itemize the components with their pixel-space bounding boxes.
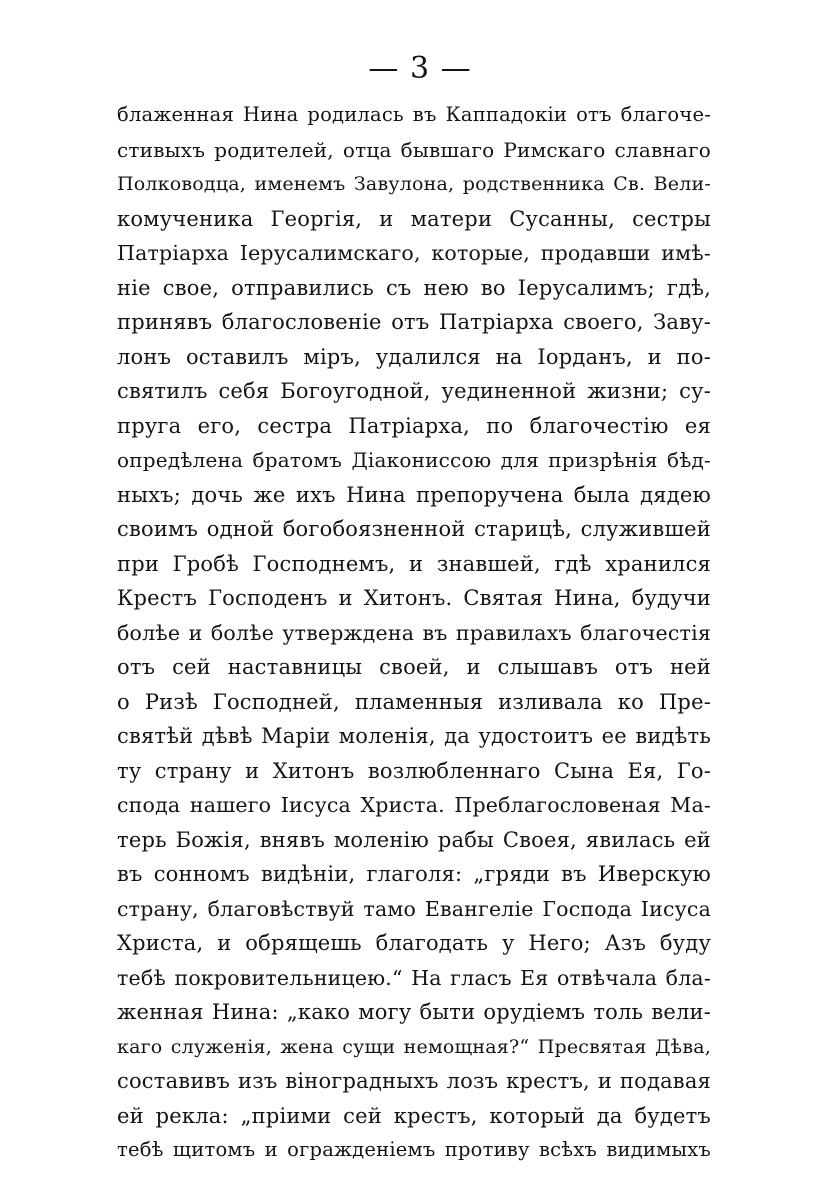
text-line: ніе свое, отправились съ нею во Іерусалимъ; гдѣ,: [117, 275, 711, 300]
text-line: святилъ себя Богоугодной, уединенной жизни; су-: [117, 379, 711, 403]
text-line: Христа, и обрящешь благодать у Него; Азъ буду: [117, 931, 711, 955]
text-line: блаженная Нина родилась въ Каппадокіи отъ благоче-: [117, 103, 711, 126]
text-line: принявъ благословеніе отъ Патріарха своего, Заву-: [117, 310, 711, 334]
text-line: ей рекла: „пріими сей крестъ, который да будетъ: [117, 1103, 711, 1128]
body-text: [117, 98, 711, 1168]
text-line: лонъ оставилъ міръ, удалился на Іорданъ, и по-: [117, 344, 711, 369]
text-line: женная Нина: „како могу быти орудіемъ толь вели-: [117, 1000, 711, 1024]
text-line: каго служенія, жена сущи немощная?“ Пресвятая Дѣва,: [117, 1035, 711, 1058]
text-line: Полководца, именемъ Завулона, родственника Св. Вели-: [117, 173, 711, 195]
text-line: Патріарха Іерусалимскаго, которые, продавши имѣ-: [117, 241, 711, 265]
text-line: спода нашего Іисуса Христа. Преблагословеная Ма-: [117, 793, 711, 817]
text-line: комученика Георгія, и матери Сусанны, сестры: [117, 206, 711, 231]
text-line: пруга его, сестра Патріарха, по благочестію ея: [117, 413, 711, 438]
text-line: своимъ одной богобоязненной старицѣ, служившей: [117, 517, 711, 541]
text-line: святѣй дѣвѣ Маріи моленія, да удостоитъ ее видѣть: [117, 724, 711, 748]
text-line: при Гробѣ Господнемъ, и знавшей, гдѣ хранился: [117, 551, 711, 576]
text-line: болѣе и болѣе утверждена въ правилахъ благочестія: [117, 620, 711, 645]
text-line: отъ сей наставницы своей, и слышавъ отъ ней: [117, 655, 711, 679]
text-line: ту страну и Хитонъ возлюбленнаго Сына Ея, Го-: [117, 758, 711, 783]
text-line: страну, благовѣствуй тамо Евангеліе Господа Іисуса: [117, 896, 711, 921]
text-line: тебѣ покровительницею.“ На гласъ Ея отвѣчала бла-: [117, 965, 711, 990]
text-line: составивъ изъ віноградныхъ лозъ крестъ, и подавая: [117, 1069, 711, 1093]
text-line: о Ризѣ Господней, пламенныя изливала ко Пре-: [117, 689, 711, 714]
text-line: терь Божія, внявъ моленію рабы Своея, явилась ей: [117, 827, 711, 852]
page-number-header: — 3 —: [368, 51, 472, 86]
text-line: тебѣ щитомъ и огражденіемъ противу всѣхъ видимыхъ: [117, 1138, 711, 1161]
text-line: стивыхъ родителей, отца бывшаго Римскаго славнаго: [117, 137, 711, 162]
text-line: въ сонномъ видѣніи, глаголя: „гряди въ Иверскую: [117, 862, 711, 886]
text-line: опредѣлена братомъ Діакониссою для призрѣнія бѣд-: [117, 448, 711, 472]
text-line: ныхъ; дочь же ихъ Нина препоручена была дядею: [117, 482, 711, 507]
text-line: Крестъ Господенъ и Хитонъ. Святая Нина, будучи: [117, 586, 711, 610]
